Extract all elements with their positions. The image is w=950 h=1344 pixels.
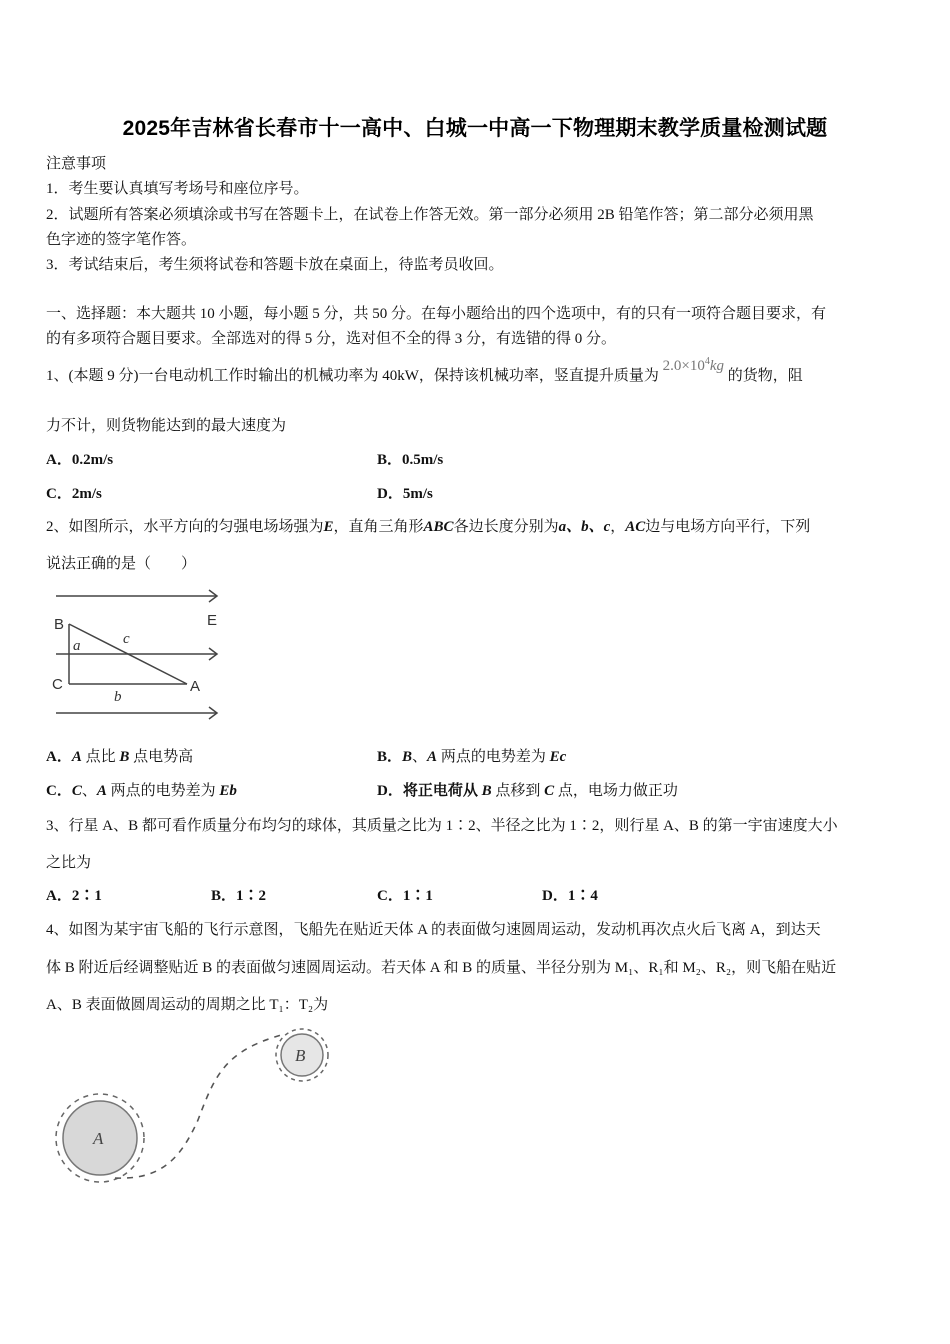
q1-option-c[interactable]: C．2m/s (46, 486, 102, 502)
q1-option-a[interactable]: A．0.2m/s (46, 452, 114, 468)
notice-heading: 注意事项 (46, 156, 107, 172)
section-instructions-line2: 的有多项符合题目要求。全部选对的得 5 分，选对但不全的得 3 分，有选错的得 0 分。 (46, 331, 617, 347)
notice-item-2-cont: 色字迹的签字笔作答。 (46, 232, 197, 248)
q2-option-c[interactable]: C．C、A 两点的电势差为 Eb (46, 783, 237, 799)
electric-field-triangle-diagram (46, 585, 226, 725)
spacecraft-orbit-diagram (40, 1020, 350, 1200)
label-B: B (54, 616, 65, 633)
question-4-line1: 4、如图为某宇宙飞船的飞行示意图，飞船先在贴近天体 A 的表面做匀速圆周运动，发动机再次点火后飞离 A，到达天 (46, 922, 821, 938)
question-4-line3: A、B 表面做圆周运动的周期之比 T₁：T₂为 (46, 997, 329, 1013)
section-instructions-line1: 一、选择题：本大题共 10 小题，每小题 5 分，共 50 分。在每小题给出的四个选项中，有的只有一项符合题目要求，有 (46, 306, 827, 322)
mass-formula: $2.0\times 10^4kg$ (662, 356, 725, 374)
label-planet-a: A (93, 1129, 104, 1148)
question-1-line2: 力不计，则货物能达到的最大速度为 (46, 418, 287, 434)
q2-option-b[interactable]: B．B、A 两点的电势差为 Ec (377, 749, 567, 765)
question-3-line1: 3、行星 A、B 都可看作质量分布均匀的球体，其质量之比为 1∶2、半径之比为 1∶2，则行星 A、B 的第一宇宙速度大小 (46, 818, 838, 834)
question-2-line2: 说法正确的是（ ） (46, 556, 197, 572)
question-1-text-end: 的货物，阻 (727, 368, 803, 384)
q1-option-d[interactable]: D．5m/s (377, 486, 433, 502)
notice-item-2: 2．试题所有答案必须填涂或书写在答题卡上，在试卷上作答无效。第一部分必须用 2B 铅笔作答；第二部分必须用黑 (46, 207, 814, 223)
q3-option-b[interactable]: B．1∶2 (211, 888, 267, 904)
q3-option-c[interactable]: C．1∶1 (377, 888, 433, 904)
question-1-line1 (46, 356, 803, 385)
page-title: 2025年吉林省长春市十一高中、白城一中高一下物理期末教学质量检测试题 (122, 117, 828, 140)
label-planet-b: B (295, 1046, 306, 1065)
question-1-text: 1、(本题 9 分)一台电动机工作时输出的机械功率为 40kW，保持该机械功率，竖直提升质量为 (46, 368, 659, 384)
question-3-line2: 之比为 (46, 855, 92, 871)
label-C: C (52, 676, 63, 693)
notice-item-3: 3．考试结束后，考生须将试卷和答题卡放在桌面上，待监考员收回。 (46, 257, 504, 273)
label-b: b (114, 689, 122, 705)
notice-item-1: 1．考生要认真填写考场号和座位序号。 (46, 181, 309, 197)
label-E: E (207, 612, 218, 629)
question-2-line1: 2、如图所示，水平方向的匀强电场场强为E，直角三角形ABC各边长度分别为a、b、c，AC边与电场方向平行，下列 (46, 519, 811, 535)
q2-option-d[interactable]: D．将正电荷从 B 点移到 C 点，电场力做正功 (377, 783, 678, 799)
label-A: A (190, 678, 201, 695)
q1-option-b[interactable]: B．0.5m/s (377, 452, 444, 468)
label-a: a (73, 638, 81, 654)
q2-option-a[interactable]: A．A 点比 B 点电势高 (46, 749, 194, 765)
question-4-line2: 体 B 附近后经调整贴近 B 的表面做匀速圆周运动。若天体 A 和 B 的质量、半径分别为 M₁、R₁和 M₂、R₂，则飞船在贴近 (46, 960, 837, 976)
q3-option-a[interactable]: A．2∶1 (46, 888, 102, 904)
q3-option-d[interactable]: D．1∶4 (542, 888, 598, 904)
label-c: c (123, 631, 130, 647)
